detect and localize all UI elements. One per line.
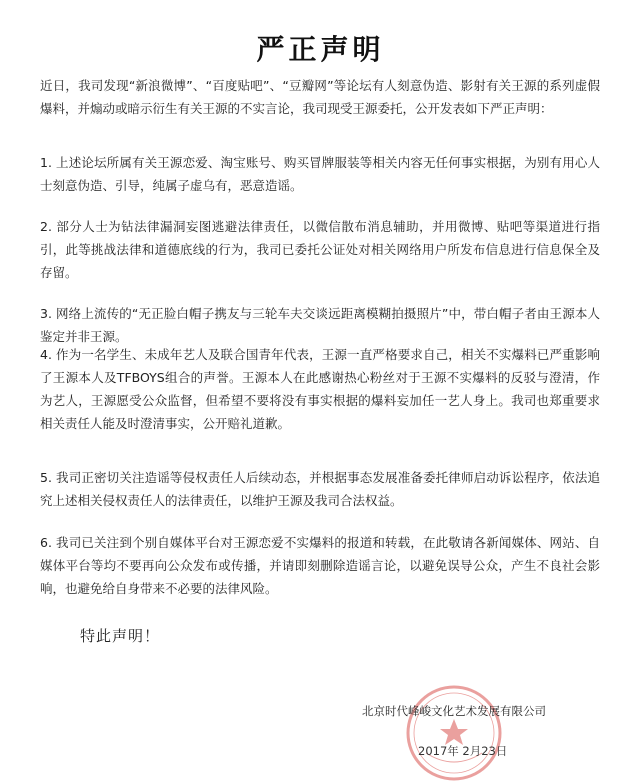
intro-paragraph: 近日，我司发现“新浪微博”、“百度贴吧”、“豆瓣网”等论坛有人刻意伪造、影射有关王源的系列虚假爆料，并煽动或暗示衍生有关王源的不实言论，我司现受王源委托，公开发表如下严正声明： bbox=[40, 78, 600, 116]
statement-item-1: 1. 上述论坛所属有关王源恋爱、淘宝账号、购买冒牌服装等相关内容无任何事实根据，为别有用心人士刻意伪造、引导，纯属子虚乌有，恶意造谣。 bbox=[40, 155, 600, 193]
page-title: 严正声明 bbox=[256, 33, 385, 66]
statement-item-3: 3. 网络上流传的“无正脸白帽子携友与三轮车夫交谈远距离模糊拍摄照片”中，带白帽子者由王源本人鉴定并非王源。 bbox=[40, 306, 600, 344]
company-seal-icon bbox=[404, 683, 504, 783]
statement-item-4: 4. 作为一名学生、未成年艺人及联合国青年代表，王源一直严格要求自己，相关不实爆料已严重影响了王源本人及TFBOYS组合的声誉。王源本人在此感谢热心粉丝对于王源不实爆料的反驳与澄清，作为艺人，王源愿受公众监督，但希望不要将没有事实根据的爆料妄加任一艺人身上。我司也郑重要求相关责任人能及时澄清事实，公开赔礼道歉。 bbox=[40, 347, 600, 431]
closing-remark: 特此声明！ bbox=[80, 627, 161, 645]
statement-date: 2017年 2月23日 bbox=[418, 744, 508, 758]
statement-item-5: 5. 我司正密切关注造谣等侵权责任人后续动态，并根据事态发展准备委托律师启动诉讼程序，依法追究上述相关侵权责任人的法律责任，以维护王源及我司合法权益。 bbox=[40, 470, 600, 508]
statement-item-2: 2. 部分人士为钻法律漏洞妄图逃避法律责任，以微信散布消息辅助，并用微博、贴吧等渠道进行指引，此等挑战法律和道德底线的行为，我司已委托公证处对相关网络用户所发布信息进行信息保全及存留。 bbox=[40, 219, 600, 280]
signer-company: 北京时代峰峻文化艺术发展有限公司 bbox=[362, 704, 546, 718]
statement-item-6: 6. 我司已关注到个别自媒体平台对王源恋爱不实爆料的报道和转载，在此敬请各新闻媒体、网站、自媒体平台等均不要再向公众发布或传播，并请即刻删除造谣言论，以避免误导公众，产生不良社会影响，也避免给自身带来不必要的法律风险。 bbox=[40, 535, 600, 596]
